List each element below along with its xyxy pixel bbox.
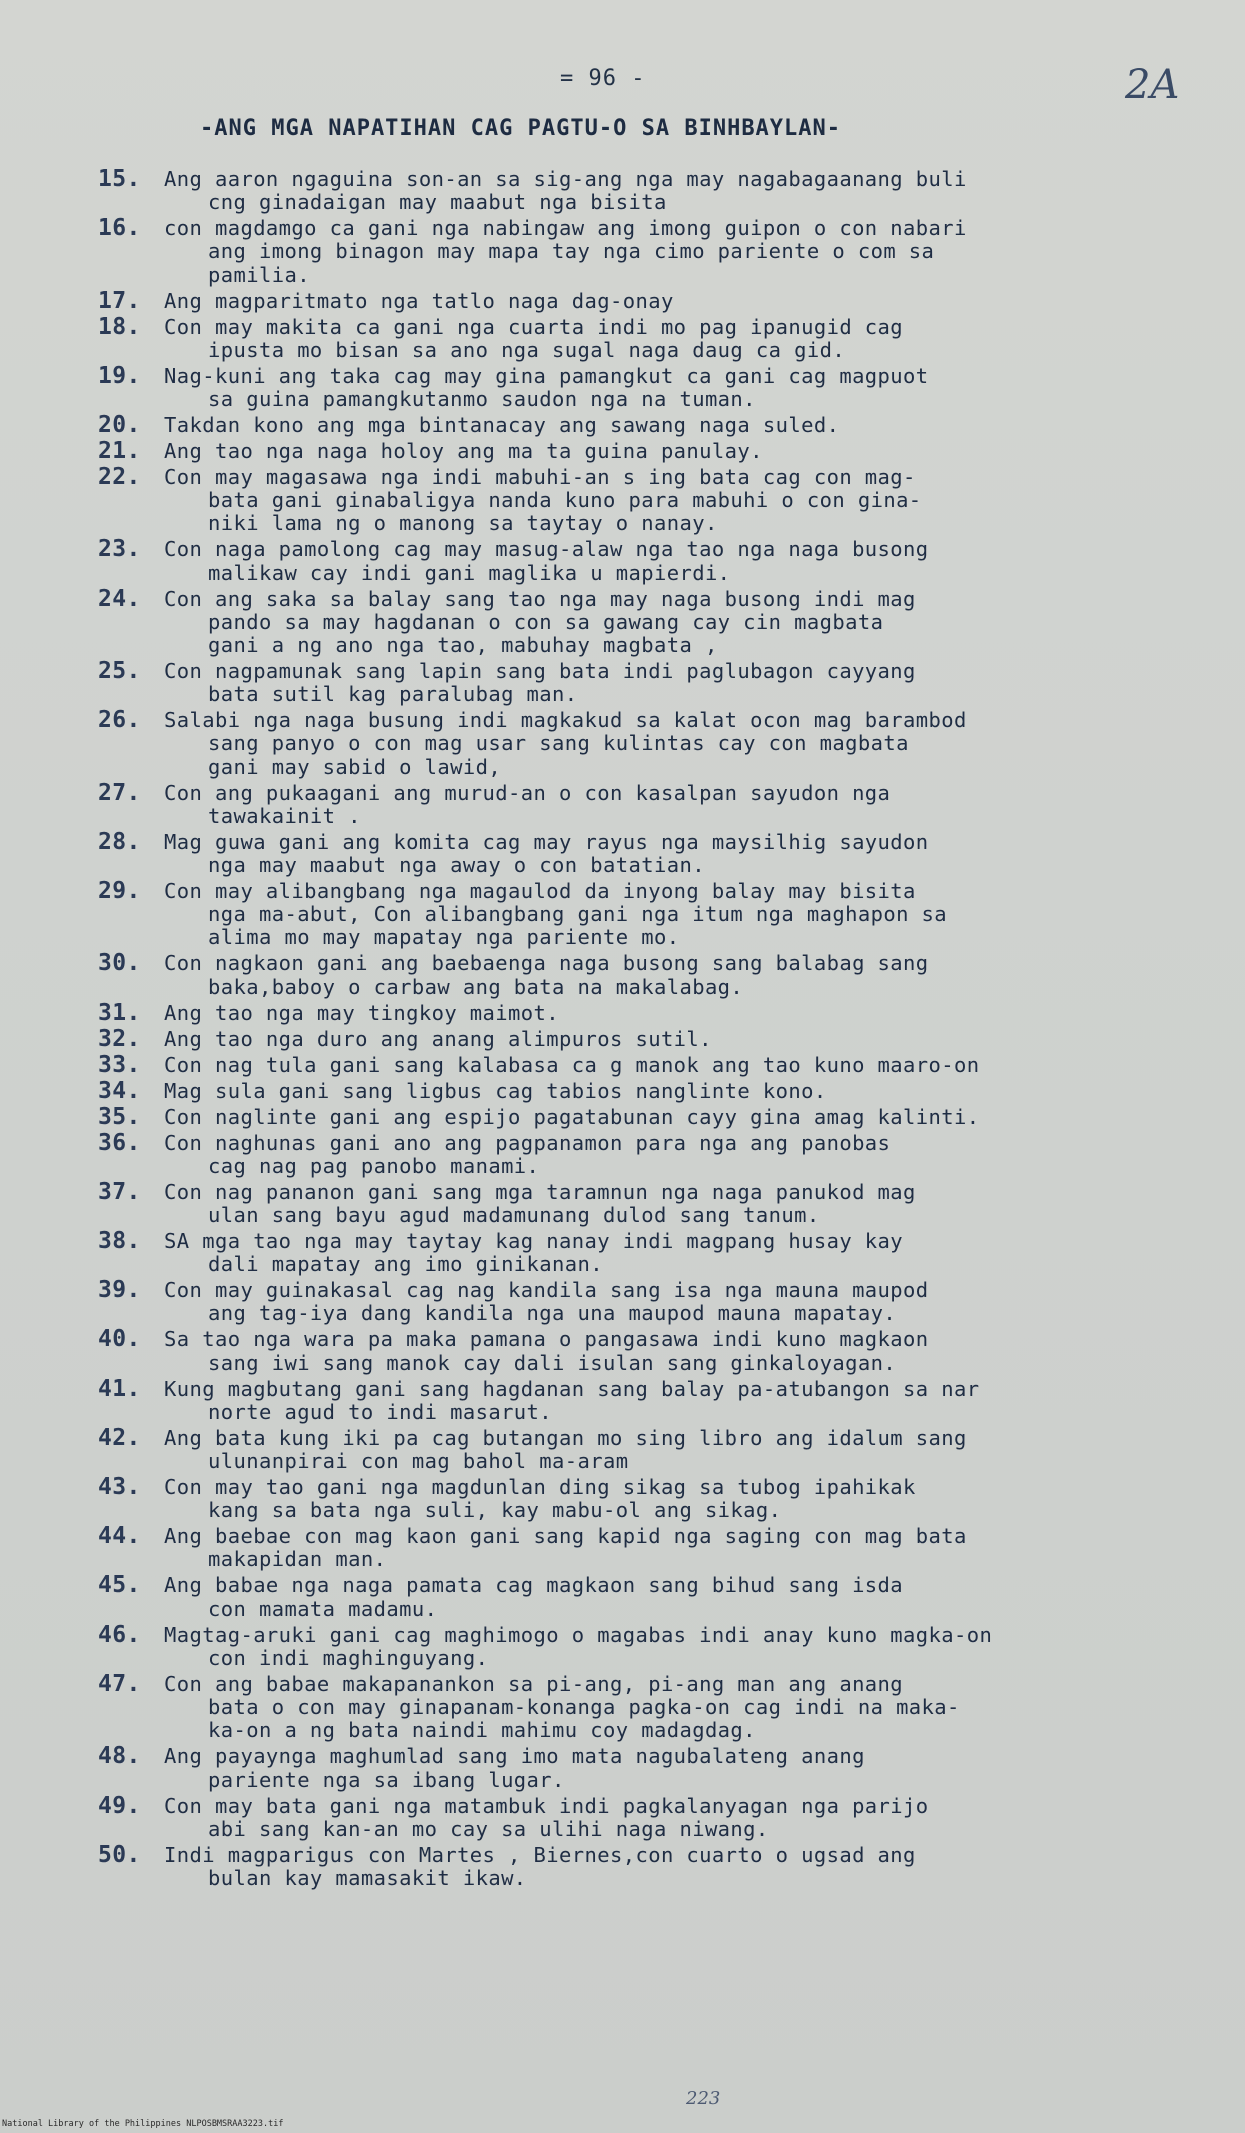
list-item: [98, 1841, 1238, 1890]
item-text: [164, 1795, 1238, 1841]
item-text: [164, 952, 1238, 998]
list-item: [98, 779, 1238, 828]
item-line: tawakainit .: [208, 803, 361, 828]
item-text: [164, 1181, 1238, 1227]
list-item: [98, 1424, 1238, 1474]
item-text: [164, 168, 1238, 214]
item-number: 29.: [98, 878, 141, 905]
list-item: [98, 709, 1238, 779]
list-item: [98, 1621, 1238, 1670]
list-item: [98, 440, 1238, 463]
item-line: bulan kay mamasakit ikaw.: [208, 1865, 527, 1890]
item-text: [164, 1132, 1238, 1178]
item-line: Con nag pananon gani sang mga taramnun nga naga panukod mag: [164, 1179, 916, 1204]
item-line: Kung magbutang gani sang hagdanan sang balay pa-atubangon sa nar: [164, 1376, 980, 1401]
item-text: [164, 1080, 1238, 1103]
belief-list: [98, 168, 1238, 1893]
item-text: [164, 1844, 1238, 1890]
item-line: Con nagpamunak sang lapin sang bata indi paglubagon cayyang: [164, 659, 916, 684]
item-line: Con ang babae makapanankon sa pi-ang, pi-ang man ang anang: [164, 1671, 904, 1696]
item-line: abi sang kan-an mo cay sa ulihi naga niwang.: [208, 1816, 769, 1841]
list-item: [98, 1745, 1238, 1791]
item-line: Con naga pamolong cag may masug-alaw nga tao nga naga busong: [164, 537, 929, 562]
list-item: [98, 538, 1238, 584]
list-item: [98, 1279, 1238, 1325]
list-item: [98, 414, 1238, 437]
item-number: 44.: [98, 1523, 141, 1550]
item-line: Con may magasawa nga indi mabuhi-an s ing bata cag con mag-: [164, 465, 916, 490]
item-line: cng ginadaigan may maabut nga bisita: [208, 190, 667, 215]
item-line: bata o con may ginapanam-konanga pagka-on cag indi na maka-: [208, 1695, 960, 1720]
item-line: Salabi nga naga busung indi magkakud sa kalat ocon mag barambod: [164, 708, 967, 733]
page-title: -ANG MGA NAPATIHAN CAG PAGTU-O SA BINHBAYLAN-: [200, 116, 842, 141]
item-line: Ang tao nga naga holoy ang ma ta guina panulay.: [164, 439, 763, 464]
item-number: 23.: [98, 536, 141, 563]
item-number: 17.: [98, 287, 141, 314]
item-line: sang iwi sang manok cay dali isulan sang ginkaloyagan.: [208, 1350, 897, 1375]
item-text: [164, 709, 1238, 779]
item-text: [164, 1054, 1238, 1077]
item-number: 27.: [98, 779, 141, 806]
item-text: [164, 1574, 1238, 1620]
item-number: 48.: [98, 1743, 141, 1770]
list-item: [98, 466, 1238, 536]
item-line: ang imong binagon may mapa tay nga cimo pariente o com sa: [208, 239, 935, 264]
item-number: 20.: [98, 412, 141, 439]
list-item: [98, 828, 1238, 878]
item-line: bata gani ginabaligya nanda kuno para mabuhi o con gina-: [208, 488, 922, 513]
item-line: con mamata madamu.: [208, 1596, 438, 1621]
item-text: [164, 660, 1238, 706]
item-text: [164, 316, 1238, 362]
item-line: Con may makita ca gani nga cuarta indi mo pag ipanugid cag: [164, 314, 904, 339]
item-number: 18.: [98, 313, 141, 340]
list-item: [98, 287, 1238, 314]
item-number: 24.: [98, 585, 141, 612]
item-text: [164, 538, 1238, 584]
list-item: [98, 1328, 1238, 1374]
item-line: ka-on a ng bata naindi mahimu coy madagdag.: [208, 1718, 756, 1743]
item-number: 16.: [98, 215, 141, 242]
list-item: [98, 1670, 1238, 1743]
item-number: 31.: [98, 999, 141, 1026]
item-number: 45.: [98, 1572, 141, 1599]
item-number: 35.: [98, 1103, 141, 1130]
item-line: gani may sabid o lawid,: [208, 754, 502, 779]
item-line: niki lama ng o manong sa taytay o nanay.: [208, 511, 718, 536]
item-text: [164, 217, 1238, 287]
corner-handwritten-note: 2A: [1125, 62, 1180, 108]
item-text: [164, 1230, 1238, 1276]
item-text: [164, 1525, 1238, 1571]
archive-footer: National Library of the Philippines NLPOSBMSRAA3223.tif: [2, 2119, 284, 2129]
item-text: [164, 466, 1238, 536]
list-item: [98, 585, 1238, 658]
handwritten-page-number: 223: [686, 2088, 721, 2109]
item-text: [164, 1028, 1238, 1051]
item-text: [164, 365, 1238, 411]
item-line: bata sutil kag paralubag man.: [208, 682, 578, 707]
item-line: malikaw cay indi gani maglika u mapierdi.: [208, 560, 731, 585]
item-number: 30.: [98, 950, 141, 977]
item-number: 37.: [98, 1178, 141, 1205]
item-line: Indi magparigus con Martes , Biernes,con cuarto o ugsad ang: [164, 1842, 916, 1867]
item-line: alima mo may mapatay nga pariente mo.: [208, 925, 680, 950]
item-text: [164, 1624, 1238, 1670]
item-text: [164, 782, 1238, 828]
page-number: = 96 -: [560, 66, 646, 91]
list-item: [98, 1230, 1238, 1276]
item-line: cag nag pag panobo manami.: [208, 1153, 540, 1178]
item-line: nga may maabut nga away o con batatian.: [208, 853, 705, 878]
item-number: 39.: [98, 1277, 141, 1304]
item-line: Ang magparitmato nga tatlo naga dag-onay: [164, 288, 674, 313]
item-line: sa guina pamangkutanmo saudon nga na tuman.: [208, 387, 756, 412]
item-number: 38.: [98, 1228, 141, 1255]
list-item: [98, 217, 1238, 287]
item-line: Con may alibangbang nga magaulod da inyong balay may bisita: [164, 879, 916, 904]
item-text: [164, 880, 1238, 950]
item-number: 28.: [98, 828, 141, 855]
item-text: [164, 831, 1238, 877]
item-line: Nag-kuni ang taka cag may gina pamangkut ca gani cag magpuot: [164, 363, 929, 388]
item-number: 15.: [98, 166, 141, 192]
list-item: [98, 952, 1238, 998]
item-text: [164, 1279, 1238, 1325]
list-item: [98, 1574, 1238, 1620]
item-line: ulunanpirai con mag bahol ma-aram: [208, 1449, 629, 1474]
item-number: 32.: [98, 1025, 141, 1052]
item-line: ulan sang bayu agud madamunang dulod sang tanum.: [208, 1203, 820, 1228]
list-item: [98, 1476, 1238, 1522]
item-number: 47.: [98, 1670, 141, 1697]
item-line: Ang babae nga naga pamata cag magkaon sang bihud sang isda: [164, 1573, 904, 1598]
item-text: [164, 414, 1238, 437]
item-line: norte agud to indi masarut.: [208, 1399, 553, 1424]
item-number: 36.: [98, 1129, 141, 1156]
list-item: [98, 999, 1238, 1026]
item-number: 21.: [98, 438, 141, 465]
item-number: 25.: [98, 658, 141, 685]
list-item: [98, 1051, 1238, 1078]
item-number: 33.: [98, 1051, 141, 1078]
list-item: [98, 1077, 1238, 1104]
item-number: 41.: [98, 1375, 141, 1402]
item-number: 19.: [98, 362, 141, 389]
item-line: con indi maghinguyang.: [208, 1645, 489, 1670]
item-line: Con ang saka sa balay sang tao nga may naga busong indi mag: [164, 586, 916, 611]
item-line: sang panyo o con mag usar sang kulintas cay con magbata: [208, 731, 909, 756]
list-item: [98, 1792, 1238, 1841]
item-line: Ang baebae con mag kaon gani sang kapid nga saging con mag bata: [164, 1524, 967, 1549]
item-line: Takdan kono ang mga bintanacay ang sawang naga suled.: [164, 413, 840, 438]
item-number: 40.: [98, 1326, 141, 1353]
item-number: 43.: [98, 1474, 141, 1501]
item-line: Mag sula gani sang ligbus cag tabios nanglinte kono.: [164, 1078, 827, 1103]
item-text: [164, 1378, 1238, 1424]
item-line: Con may guinakasal cag nag kandila sang isa nga mauna maupod: [164, 1278, 929, 1303]
item-text: [164, 1002, 1238, 1025]
item-line: Mag guwa gani ang komita cag may rayus nga maysilhig sayudon: [164, 829, 929, 854]
item-line: Con naghunas gani ano ang pagpanamon para nga ang panobas: [164, 1130, 891, 1155]
item-line: Ang bata kung iki pa cag butangan mo sing libro ang idalum sang: [164, 1425, 967, 1450]
item-number: 34.: [98, 1077, 141, 1104]
item-line: Ang tao nga may tingkoy maimot.: [164, 1000, 560, 1025]
item-line: Ang payaynga maghumlad sang imo mata nagubalateng anang: [164, 1744, 865, 1769]
item-text: [164, 1106, 1238, 1129]
item-text: [164, 1427, 1238, 1473]
list-item: [98, 660, 1238, 706]
item-line: Con nag tula gani sang kalabasa ca g manok ang tao kuno maaro-on: [164, 1052, 980, 1077]
item-text: [164, 290, 1238, 313]
list-item: [98, 880, 1238, 950]
item-text: [164, 440, 1238, 463]
item-line: Sa tao nga wara pa maka pamana o pangasawa indi kuno magkaon: [164, 1327, 929, 1352]
item-number: 42.: [98, 1424, 141, 1451]
list-item: [98, 1129, 1238, 1178]
item-line: SA mga tao nga may taytay kag nanay indi magpang husay kay: [164, 1229, 904, 1254]
item-line: ipusta mo bisan sa ano nga sugal naga daug ca gid.: [208, 337, 846, 362]
item-line: gani a ng ano nga tao, mabuhay magbata ,: [208, 633, 718, 658]
item-line: Ang aaron ngaguina son-an sa sig-ang nga may nagabagaanang buli: [164, 167, 967, 191]
item-line: kang sa bata nga suli, kay mabu-ol ang sikag.: [208, 1498, 782, 1523]
list-item: [98, 168, 1238, 214]
item-line: pando sa may hagdanan o con sa gawang cay cin magbata: [208, 609, 884, 634]
item-line: pamilia.: [208, 262, 310, 287]
list-item: [98, 1178, 1238, 1228]
item-line: ang tag-iya dang kandila nga una maupod mauna mapatay.: [208, 1301, 897, 1326]
item-text: [164, 1745, 1238, 1791]
item-line: Con nagkaon gani ang baebaenga naga busong sang balabag sang: [164, 951, 929, 976]
list-item: [98, 1025, 1238, 1052]
item-text: [164, 1476, 1238, 1522]
item-number: 26.: [98, 707, 141, 734]
item-line: Magtag-aruki gani cag maghimogo o magabas indi anay kuno magka-on: [164, 1622, 993, 1647]
list-item: [98, 1103, 1238, 1130]
item-number: 46.: [98, 1621, 141, 1648]
item-line: Con ang pukaagani ang murud-an o con kasalpan sayudon nga: [164, 780, 891, 805]
item-text: [164, 1328, 1238, 1374]
item-line: Ang tao nga duro ang anang alimpuros sutil.: [164, 1026, 712, 1051]
list-item: [98, 1375, 1238, 1424]
list-item: [98, 362, 1238, 412]
item-line: Con may bata gani nga matambuk indi pagkalanyagan nga parijo: [164, 1793, 929, 1818]
item-number: 49.: [98, 1792, 141, 1819]
item-text: [164, 588, 1238, 658]
item-line: nga ma-abut, Con alibangbang gani nga itum nga maghapon sa: [208, 902, 948, 927]
item-number: 50.: [98, 1841, 141, 1868]
item-line: makapidan man.: [208, 1547, 387, 1572]
item-line: Con naglinte gani ang espijo pagatabunan cayy gina amag kalinti.: [164, 1104, 980, 1129]
item-line: pariente nga sa ibang lugar.: [208, 1767, 565, 1792]
list-item: [98, 1525, 1238, 1571]
item-line: con magdamgo ca gani nga nabingaw ang imong guipon o con nabari: [164, 216, 967, 241]
item-line: Con may tao gani nga magdunlan ding sikag sa tubog ipahikak: [164, 1475, 916, 1500]
item-line: dali mapatay ang imo ginikanan.: [208, 1252, 604, 1277]
item-text: [164, 1673, 1238, 1743]
list-item: [98, 313, 1238, 362]
item-line: baka,baboy o carbaw ang bata na makalabag.: [208, 974, 744, 999]
item-number: 22.: [98, 464, 141, 491]
